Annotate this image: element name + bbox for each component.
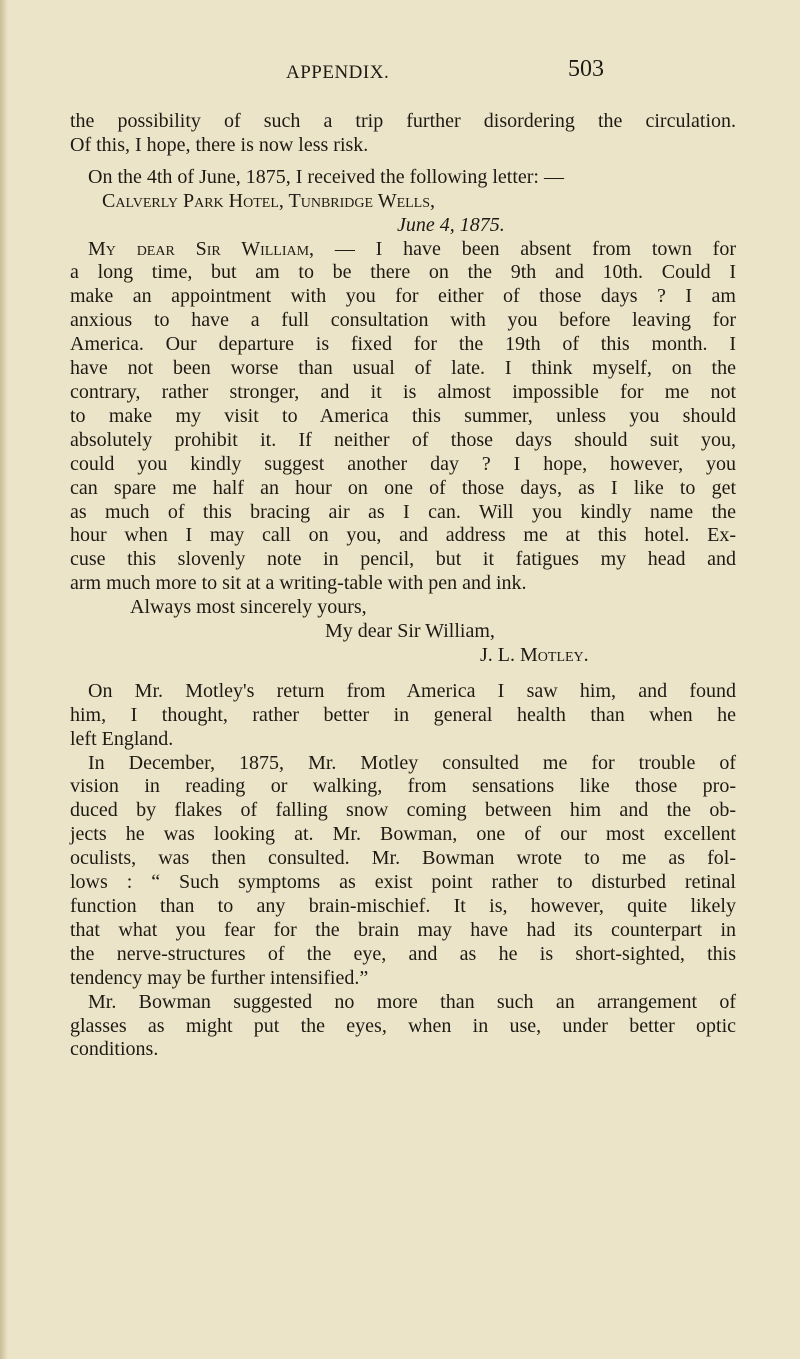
text-line: glasses as might put the eyes, when in use, under better optic <box>70 1014 736 1037</box>
letter-heading-place: Calverly Park Hotel, Tunbridge Wells, <box>102 189 436 212</box>
text-line: contrary, rather stronger, and it is almost impossible for me not <box>70 380 736 403</box>
text-line: the nerve-structures of the eye, and as he is short-sighted, this <box>70 942 736 965</box>
text-line: cuse this slovenly note in pencil, but it fatigues my head and <box>70 548 736 571</box>
letter-first-line <box>70 238 736 262</box>
letter-closing-line: Always most sincerely yours, <box>130 596 367 619</box>
text-line: America. Our departure is fixed for the 19th of this month. I <box>70 333 736 356</box>
text-line: anxious to have a full consultation with you before leaving for <box>70 309 736 332</box>
text-line: to make my visit to America this summer, unless you should <box>70 404 736 427</box>
paragraph <box>70 752 736 991</box>
text-line: tendency may be further intensified.” <box>70 966 369 989</box>
text-line: arm much more to sit at a writing-table with pen and ink. <box>70 572 527 595</box>
letter-body-first: — I have been absent from town for <box>314 237 736 260</box>
text-line: left England. <box>70 727 174 750</box>
text-line: him, I thought, rather better in general health than when he <box>70 703 736 726</box>
text-line: oculists, was then consulted. Mr. Bowman wrote to me as fol- <box>70 847 736 870</box>
text-line: function than to any brain-mischief. It is, however, quite likely <box>70 895 736 917</box>
letter-salutation: My dear Sir William, <box>88 237 315 260</box>
text-line: absolutely prohibit it. If neither of those days should suit you, <box>70 428 736 451</box>
text-line: On Mr. Motley's return from America I saw him, and found <box>88 679 736 702</box>
text-line: can spare me half an hour on one of those days, as I like to get <box>70 476 736 499</box>
text-line: could you kindly suggest another day ? I hope, however, you <box>70 452 736 475</box>
text-line: conditions. <box>70 1038 159 1061</box>
running-head <box>0 56 800 88</box>
page-number: 503 <box>568 56 604 82</box>
text-line: On the 4th of June, 1875, I received the following letter: — <box>88 165 564 188</box>
text-line: lows : “ Such symptoms as exist point rather to disturbed retinal <box>70 871 736 894</box>
text-line: as much of this bracing air as I can. Will you kindly name the <box>70 500 736 523</box>
text-line: a long time, but am to be there on the 9th and 10th. Could I <box>70 261 736 284</box>
paragraph <box>70 110 736 158</box>
paragraph <box>70 991 736 1063</box>
letter-heading-date: June 4, 1875. <box>397 213 505 236</box>
text-line: Mr. Bowman suggested no more than such an arrangement of <box>88 990 736 1013</box>
text-line: duced by flakes of falling snow coming between him and the ob- <box>70 799 736 822</box>
text-line: have not been worse than usual of late. I think myself, on the <box>70 357 736 380</box>
text-line: Of this, I hope, there is now less risk. <box>70 133 369 156</box>
text-line: make an appointment with you for either of those days ? I am <box>70 285 736 308</box>
text-line: vision in reading or walking, from sensations like those pro- <box>70 775 736 798</box>
text-line: In December, 1875, Mr. Motley consulted me for trouble of <box>88 751 736 774</box>
page-gutter-shadow <box>0 0 8 1359</box>
paragraph <box>70 166 736 190</box>
text-line: jects he was looking at. Mr. Bowman, one of our most excellent <box>70 823 736 846</box>
letter-closing-line: My dear Sir William, <box>325 620 495 643</box>
text-line: that what you fear for the brain may have had its counterpart in <box>70 918 736 941</box>
running-title: APPENDIX. <box>286 62 390 83</box>
paragraph <box>70 680 736 752</box>
letter <box>70 190 736 668</box>
text-line: the possibility of such a trip further disordering the circulation. <box>70 110 736 132</box>
body-text <box>70 110 736 1062</box>
letter-signature: J. L. Motley. <box>480 643 589 666</box>
text-line: hour when I may call on you, and address me at this hotel. Ex- <box>70 524 736 547</box>
